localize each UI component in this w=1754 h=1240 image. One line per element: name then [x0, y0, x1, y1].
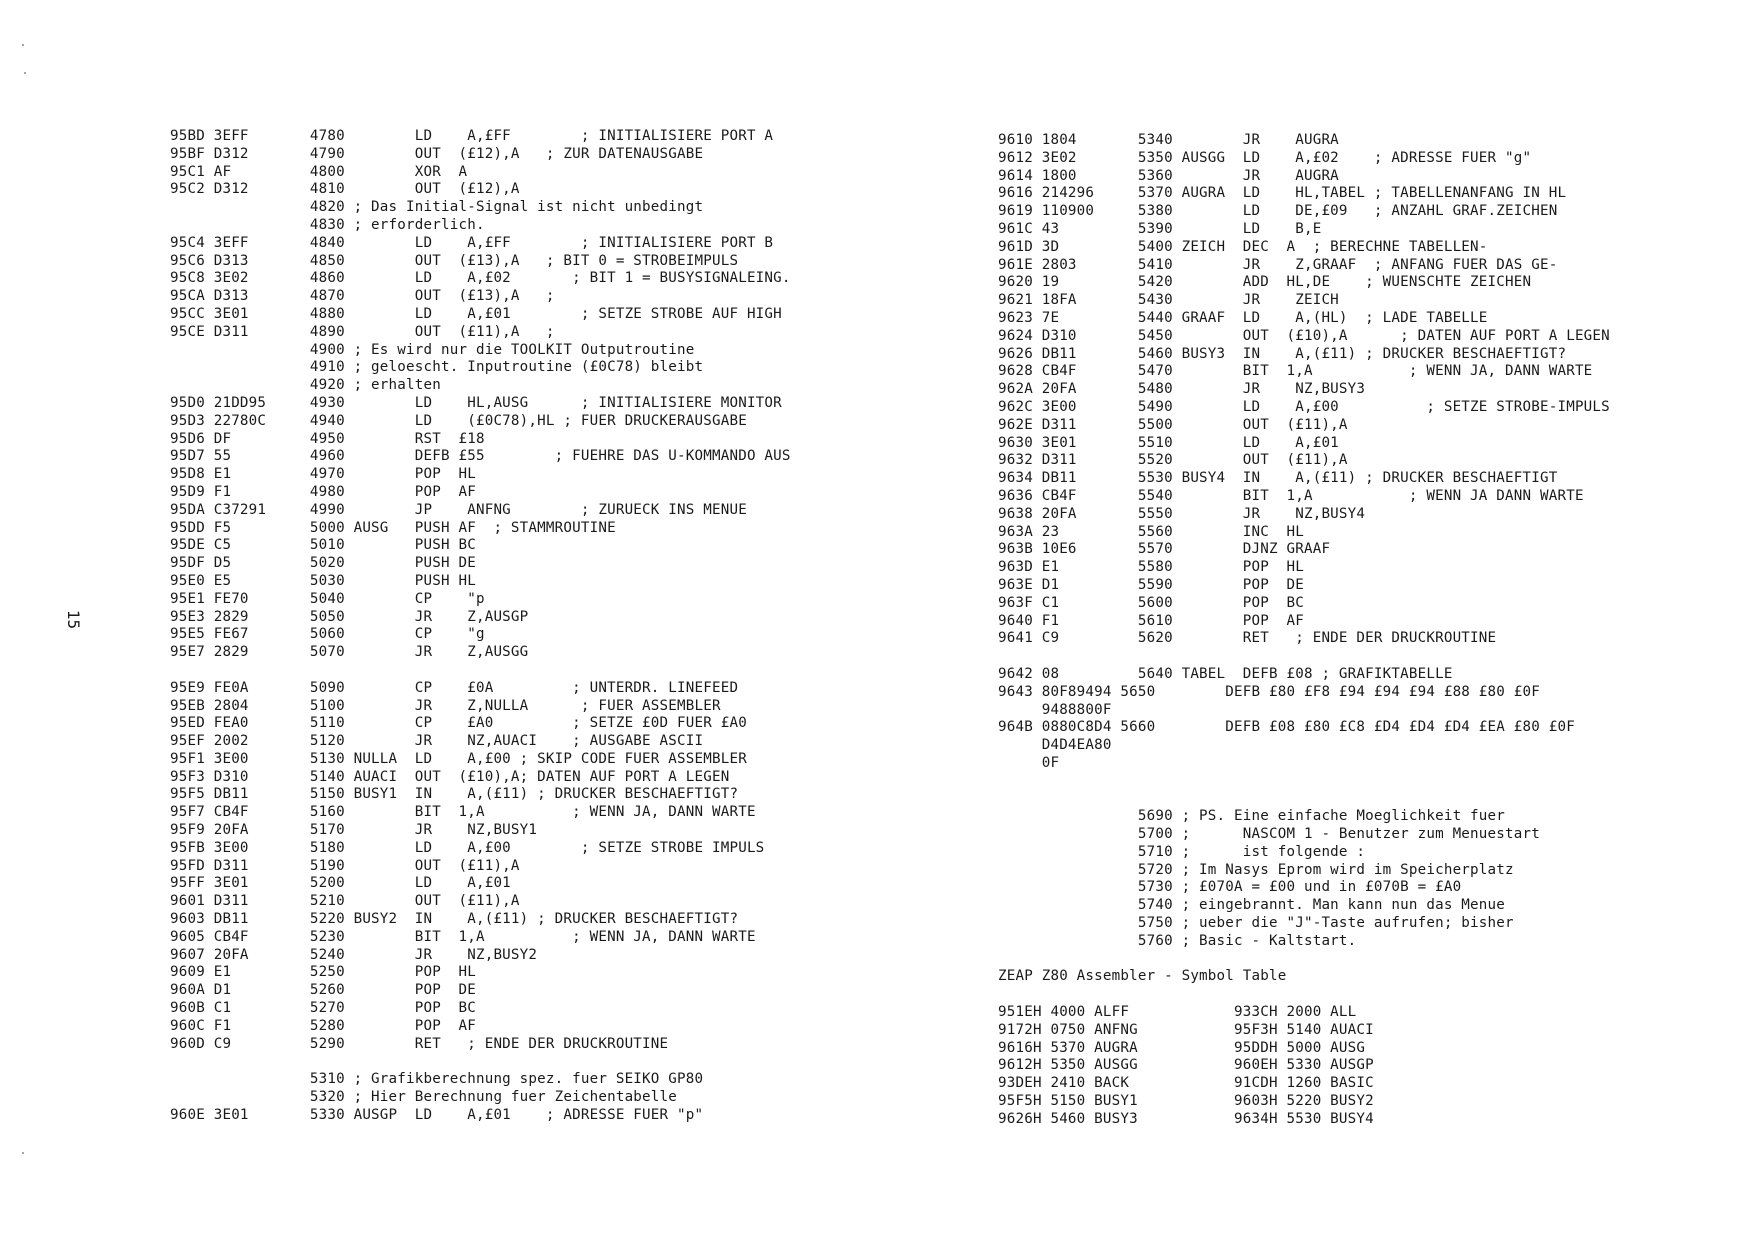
- left-listing-line: 95E7 2829 5070 JR Z,AUSGG: [170, 644, 529, 661]
- right-listing-line: 961D 3D 5400 ZEICH DEC A ; BERECHNE TABELLEN-: [998, 238, 1488, 255]
- right-listing-line: 951EH 4000 ALFF 933CH 2000 ALL: [998, 1004, 1357, 1021]
- left-listing-line: 95E5 FE67 5060 CP "g: [170, 626, 485, 643]
- left-listing-line: 95CE D311 4890 OUT (£11),A ;: [170, 323, 555, 340]
- left-listing-line: 95F1 3E00 5130 NULLA LD A,£00 ; SKIP CODE FUER ASSEMBLER: [170, 750, 747, 767]
- left-listing-line: 95D6 DF 4950 RST £18: [170, 430, 485, 447]
- left-listing-line: 9609 E1 5250 POP HL: [170, 964, 476, 981]
- left-listing-line: 95C1 AF 4800 XOR A: [170, 163, 468, 180]
- right-listing-line: 9638 20FA 5550 JR NZ,BUSY4: [998, 505, 1366, 522]
- left-listing-line: 960A D1 5260 POP DE: [170, 982, 476, 999]
- left-listing-line: 95BD 3EFF 4780 LD A,£FF ; INITIALISIERE PORT A: [170, 128, 774, 144]
- right-listing-line: 0F: [998, 754, 1060, 771]
- left-listing-line: 95D7 55 4960 DEFB £55 ; FUEHRE DAS U-KOMMANDO AUS: [170, 448, 791, 465]
- left-listing-line: 95F5 DB11 5150 BUSY1 IN A,(£11) ; DRUCKER BESCHAEFTIGT?: [170, 786, 739, 803]
- right-listing-line: 9628 CB4F 5470 BIT 1,A ; WENN JA, DANN WARTE: [998, 363, 1593, 380]
- left-listing-line: 960E 3E01 5330 AUSGP LD A,£01 ; ADRESSE FUER "p": [170, 1106, 704, 1123]
- right-listing-line: 5730 ; £070A = £00 und in £070B = £A0: [998, 879, 1462, 896]
- scan-speck: [22, 1152, 24, 1154]
- right-listing-line: 9614 1800 5360 JR AUGRA: [998, 167, 1339, 184]
- left-listing-line: 95DA C37291 4990 JP ANFNG ; ZURUECK INS MENUE: [170, 501, 747, 518]
- right-listing-line: 9641 C9 5620 RET ; ENDE DER DRUCKROUTINE: [998, 630, 1497, 647]
- right-listing-line: 964B 0880C8D4 5660 DEFB £08 £80 £C8 £D4 £D4 £D4 £EA £80 £0F: [998, 719, 1575, 736]
- right-listing-line: D4D4EA80: [998, 737, 1112, 754]
- right-listing-line: 961C 43 5390 LD B,E: [998, 220, 1322, 237]
- left-listing-line: 95C4 3EFF 4840 LD A,£FF ; INITIALISIERE PORT B: [170, 234, 774, 251]
- left-listing-line: 95C8 3E02 4860 LD A,£02 ; BIT 1 = BUSYSIGNALEING.: [170, 270, 791, 287]
- right-listing-line: 9636 CB4F 5540 BIT 1,A ; WENN JA DANN WARTE: [998, 487, 1584, 504]
- right-listing-line: ZEAP Z80 Assembler - Symbol Table: [998, 968, 1287, 985]
- right-listing-line: 963E D1 5590 POP DE: [998, 576, 1304, 593]
- right-listing-line: 95F5H 5150 BUSY1 9603H 5220 BUSY2: [998, 1093, 1374, 1110]
- right-listing-line: 961E 2803 5410 JR Z,GRAAF ; ANFANG FUER DAS GE-: [998, 256, 1558, 273]
- left-listing-line: 95FB 3E00 5180 LD A,£00 ; SETZE STROBE IMPULS: [170, 839, 765, 856]
- left-listing-line: 95D3 22780C 4940 LD (£0C78),HL ; FUER DRUCKERAUSGABE: [170, 412, 747, 429]
- left-listing-line: 95EF 2002 5120 JR NZ,AUACI ; AUSGABE ASCII: [170, 733, 704, 750]
- left-listing-line: 95CA D313 4870 OUT (£13),A ;: [170, 288, 555, 305]
- right-listing-line: 9616 214296 5370 AUGRA LD HL,TABEL ; TABELLENANFANG IN HL: [998, 185, 1567, 202]
- right-listing-line: 962C 3E00 5490 LD A,£00 ; SETZE STROBE-IMPULS: [998, 398, 1610, 415]
- right-listing-line: 5720 ; Im Nasys Eprom wird im Speicherplatz: [998, 861, 1514, 878]
- right-listing-line: 962E D311 5500 OUT (£11),A: [998, 416, 1348, 433]
- right-listing-line: 963B 10E6 5570 DJNZ GRAAF: [998, 541, 1331, 558]
- right-listing-line: 9626 DB11 5460 BUSY3 IN A,(£11) ; DRUCKER BESCHAEFTIGT?: [998, 345, 1567, 362]
- left-listing-line: 5320 ; Hier Berechnung fuer Zeichentabelle: [170, 1089, 678, 1106]
- left-listing-line: 4920 ; erhalten: [170, 377, 441, 394]
- left-listing-line: 9607 20FA 5240 JR NZ,BUSY2: [170, 946, 538, 963]
- right-listing-line: 9640 F1 5610 POP AF: [998, 612, 1304, 629]
- right-listing-line: 9488800F: [998, 701, 1112, 718]
- right-listing-line: 9610 1804 5340 JR AUGRA: [998, 132, 1339, 148]
- left-listing-line: 95DF D5 5020 PUSH DE: [170, 555, 476, 572]
- right-listing-line: 9620 19 5420 ADD HL,DE ; WUENSCHTE ZEICHEN: [998, 274, 1532, 291]
- right-listing-line: 5700 ; NASCOM 1 - Benutzer zum Menuestart: [998, 826, 1540, 843]
- right-listing-line: 9624 D310 5450 OUT (£10),A ; DATEN AUF PORT A LEGEN: [998, 327, 1610, 344]
- left-listing-line: 960D C9 5290 RET ; ENDE DER DRUCKROUTINE: [170, 1035, 669, 1052]
- left-listing-line: 95ED FEA0 5110 CP £A0 ; SETZE £0D FUER £A0: [170, 715, 747, 732]
- right-listing-line: [998, 648, 1610, 666]
- right-listing-line: 963D E1 5580 POP HL: [998, 559, 1304, 576]
- right-listing-line: 9612 3E02 5350 AUSGG LD A,£02 ; ADRESSE FUER "g": [998, 149, 1532, 166]
- left-listing-line: 960C F1 5280 POP AF: [170, 1017, 476, 1034]
- right-listing-line: 962A 20FA 5480 JR NZ,BUSY3: [998, 381, 1366, 398]
- left-listing-line: 95E9 FE0A 5090 CP £0A ; UNTERDR. LINEFEED: [170, 679, 739, 696]
- right-listing-line: 9616H 5370 AUGRA 95DDH 5000 AUSG: [998, 1039, 1366, 1056]
- scan-speck: [24, 72, 26, 74]
- right-code-listing: [998, 132, 1610, 1129]
- right-listing-line: 9630 3E01 5510 LD A,£01: [998, 434, 1339, 451]
- right-listing-line: 5760 ; Basic - Kaltstart.: [998, 932, 1357, 949]
- page-number: 15: [64, 609, 84, 630]
- right-listing-line: 9632 D311 5520 OUT (£11),A: [998, 452, 1348, 469]
- right-listing-line: 5740 ; eingebrannt. Man kann nun das Menue: [998, 897, 1506, 914]
- left-listing-line: [170, 662, 791, 680]
- right-listing-line: 9634 DB11 5530 BUSY4 IN A,(£11) ; DRUCKER BESCHAEFTIGT: [998, 470, 1558, 487]
- left-listing-line: 4900 ; Es wird nur die TOOLKIT Outputroutine: [170, 341, 695, 358]
- right-listing-line: 9623 7E 5440 GRAAF LD A,(HL) ; LADE TABELLE: [998, 309, 1488, 326]
- right-listing-line: 5690 ; PS. Eine einfache Moeglichkeit fuer: [998, 808, 1506, 825]
- left-listing-line: 95F9 20FA 5170 JR NZ,BUSY1: [170, 822, 538, 839]
- left-listing-line: 9601 D311 5210 OUT (£11),A: [170, 893, 520, 910]
- right-listing-line: 9172H 0750 ANFNG 95F3H 5140 AUACI: [998, 1021, 1374, 1038]
- scan-speck: [22, 44, 24, 46]
- right-listing-line: 963F C1 5600 POP BC: [998, 594, 1304, 611]
- right-listing-line: 5750 ; ueber die "J"-Taste aufrufen; bisher: [998, 915, 1514, 932]
- right-listing-line: 9619 110900 5380 LD DE,£09 ; ANZAHL GRAF.ZEICHEN: [998, 203, 1558, 220]
- left-listing-line: 4910 ; geloescht. Inputroutine (£0C78) bleibt: [170, 359, 704, 376]
- right-listing-line: 9643 80F89494 5650 DEFB £80 £F8 £94 £94 £94 £88 £80 £0F: [998, 683, 1540, 700]
- left-listing-line: 95C2 D312 4810 OUT (£12),A: [170, 181, 520, 198]
- right-listing-line: 9626H 5460 BUSY3 9634H 5530 BUSY4: [998, 1110, 1374, 1127]
- left-listing-line: [170, 1053, 791, 1071]
- right-listing-line: 9612H 5350 AUSGG 960EH 5330 AUSGP: [998, 1057, 1374, 1074]
- left-listing-line: 95C6 D313 4850 OUT (£13),A ; BIT 0 = STROBEIMPULS: [170, 252, 739, 269]
- left-code-listing: [170, 128, 791, 1125]
- left-listing-line: 95FD D311 5190 OUT (£11),A: [170, 857, 520, 874]
- right-listing-line: [998, 790, 1610, 808]
- right-listing-line: [998, 986, 1610, 1004]
- left-listing-line: 95FF 3E01 5200 LD A,£01: [170, 875, 511, 892]
- left-listing-line: 95DE C5 5010 PUSH BC: [170, 537, 476, 554]
- right-listing-line: [998, 773, 1610, 791]
- left-listing-line: 95D8 E1 4970 POP HL: [170, 466, 476, 483]
- left-listing-line: 95DD F5 5000 AUSG PUSH AF ; STAMMROUTINE: [170, 519, 616, 536]
- right-listing-line: 9642 08 5640 TABEL DEFB £08 ; GRAFIKTABELLE: [998, 665, 1453, 682]
- left-listing-line: 95BF D312 4790 OUT (£12),A ; ZUR DATENAUSGABE: [170, 145, 704, 162]
- right-listing-line: [998, 951, 1610, 969]
- left-listing-line: 95E3 2829 5050 JR Z,AUSGP: [170, 608, 529, 625]
- left-listing-line: 95F3 D310 5140 AUACI OUT (£10),A; DATEN AUF PORT A LEGEN: [170, 768, 730, 785]
- left-listing-line: 95E0 E5 5030 PUSH HL: [170, 572, 476, 589]
- right-listing-line: 93DEH 2410 BACK 91CDH 1260 BASIC: [998, 1075, 1374, 1092]
- left-listing-line: 95CC 3E01 4880 LD A,£01 ; SETZE STROBE AUF HIGH: [170, 305, 782, 322]
- left-listing-line: 95D0 21DD95 4930 LD HL,AUSG ; INITIALISIERE MONITOR: [170, 394, 782, 411]
- left-listing-line: 9605 CB4F 5230 BIT 1,A ; WENN JA, DANN WARTE: [170, 928, 756, 945]
- left-listing-line: 960B C1 5270 POP BC: [170, 1000, 476, 1017]
- left-listing-line: 5310 ; Grafikberechnung spez. fuer SEIKO GP80: [170, 1071, 704, 1088]
- right-listing-line: 963A 23 5560 INC HL: [998, 523, 1304, 540]
- left-listing-line: 95EB 2804 5100 JR Z,NULLA ; FUER ASSEMBLER: [170, 697, 721, 714]
- left-listing-line: 95E1 FE70 5040 CP "p: [170, 590, 485, 607]
- left-listing-line: 95F7 CB4F 5160 BIT 1,A ; WENN JA, DANN WARTE: [170, 804, 756, 821]
- left-listing-line: 95D9 F1 4980 POP AF: [170, 483, 476, 500]
- left-listing-line: 9603 DB11 5220 BUSY2 IN A,(£11) ; DRUCKER BESCHAEFTIGT?: [170, 911, 739, 928]
- left-listing-line: 4820 ; Das Initial-Signal ist nicht unbedingt: [170, 199, 704, 216]
- right-listing-line: 9621 18FA 5430 JR ZEICH: [998, 292, 1339, 309]
- right-listing-line: 5710 ; ist folgende :: [998, 843, 1366, 860]
- left-listing-line: 4830 ; erforderlich.: [170, 216, 485, 233]
